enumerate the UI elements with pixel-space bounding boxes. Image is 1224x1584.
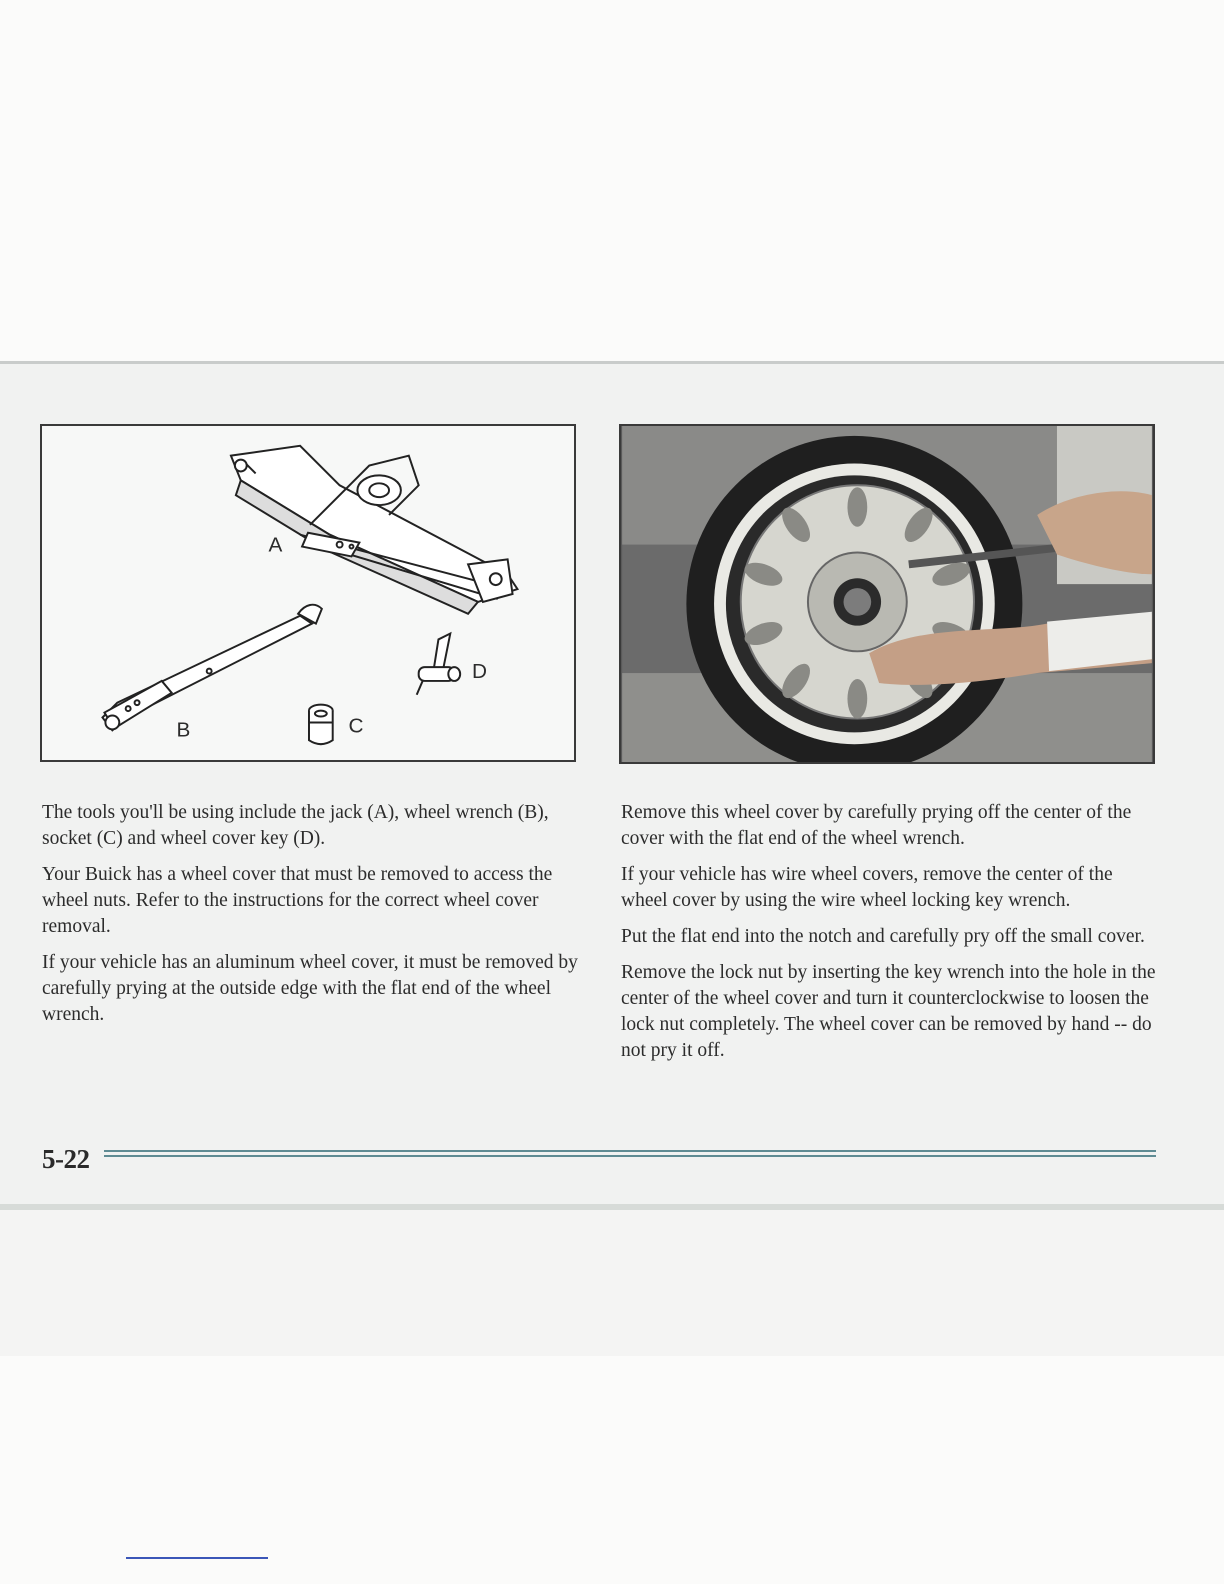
notch-paragraph: Put the flat end into the notch and carefully pry off the small cover. <box>621 926 1145 947</box>
socket-drawing <box>309 705 333 745</box>
wire-cover-paragraph: If your vehicle has wire wheel covers, remove the center of the wheel cover by using the wire wheel locking key wrench. <box>621 864 1113 911</box>
tools-drawing <box>42 426 574 760</box>
tools-illustration <box>40 424 576 762</box>
footer-rule <box>104 1150 1156 1164</box>
wheel-cover-photo <box>619 424 1155 764</box>
aluminum-cover-paragraph: If your vehicle has an aluminum wheel cover, it must be removed by carefully prying at the outside edge with the flat end of the wheel wrench. <box>42 952 578 1025</box>
lock-nut-paragraph: Remove the lock nut by inserting the key wrench into the hole in the center of the wheel cover and turn it counterclockwise to loosen the lock nut completely. The wheel cover can be removed by hand -- do not pry it off. <box>621 962 1156 1061</box>
left-text-column <box>42 800 582 1038</box>
right-text-column <box>621 800 1161 1074</box>
bottom-link-underline <box>126 1557 268 1559</box>
label-b: B <box>176 718 191 742</box>
page-number: 5-22 <box>42 1144 90 1174</box>
lower-margin <box>0 1210 1224 1356</box>
label-a: A <box>268 533 283 557</box>
label-c: C <box>348 714 364 738</box>
remove-cover-paragraph: Remove this wheel cover by carefully prying off the center of the cover with the flat end of the wheel wrench. <box>621 802 1132 849</box>
label-d: D <box>472 659 488 683</box>
wheel-wrench-drawing <box>102 605 321 731</box>
jack-drawing <box>231 446 518 614</box>
wheel-photo-drawing <box>621 426 1153 762</box>
wheel-cover-paragraph: Your Buick has a wheel cover that must be removed to access the wheel nuts. Refer to the instructions for the correct wheel cover removal. <box>42 864 553 937</box>
wheel-cover-key-drawing <box>417 634 460 695</box>
tools-paragraph: The tools you'll be using include the jack (A), wheel wrench (B), socket (C) and wheel cover key (D). <box>42 802 549 849</box>
